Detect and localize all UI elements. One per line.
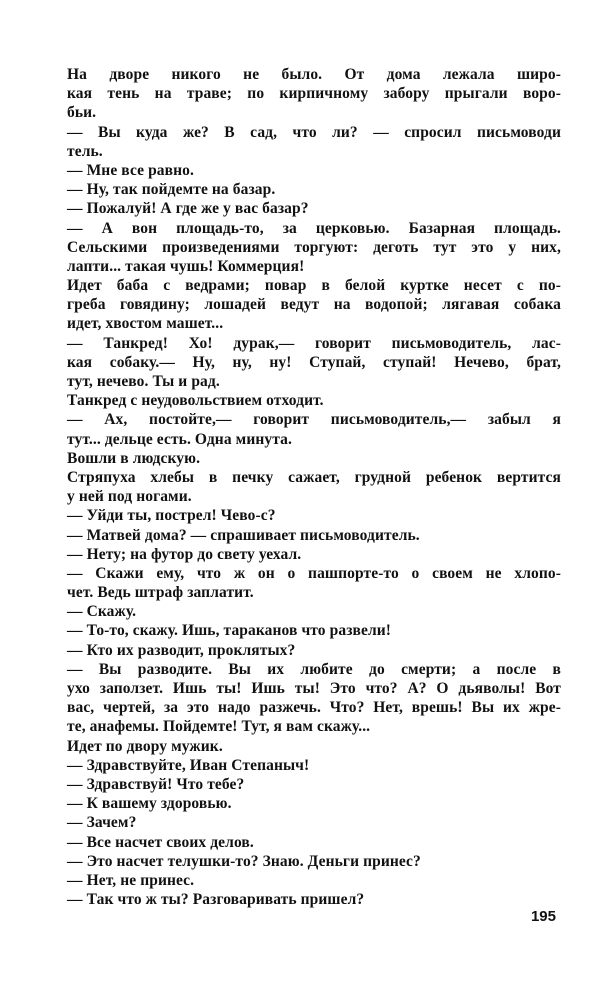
page-text xyxy=(67,65,561,909)
text-line: тель. xyxy=(67,142,103,160)
page-number: 195 xyxy=(530,908,556,925)
text-line: тут, нечево. Ты и рад. xyxy=(67,373,220,390)
text-line: кая тень на траве; по кирпичному забору прыгали воро- xyxy=(67,85,561,103)
text-line: — Ну, так пойдемте на базар. xyxy=(67,181,276,199)
text-line: — Ах, постойте,— говорит письмоводитель,— забыл я xyxy=(67,411,561,429)
text-line: — Все насчет своих делов. xyxy=(67,833,254,851)
text-line: — Кто их разводит, проклятых? xyxy=(67,641,296,659)
text-line: Танкред с неудовольствием отходит. xyxy=(67,392,324,410)
text-line: — Уйди ты, пострел! Чево-с? xyxy=(67,507,276,525)
text-line: — К вашему здоровью. xyxy=(67,795,232,813)
text-line: — Так что ж ты? Разговаривать пришел? xyxy=(67,891,365,909)
text-line: ухо заползет. Ишь ты! Ишь ты! Это что? А? О дьяволы! Вот xyxy=(67,680,561,697)
text-line: Идет баба с ведрами; повар в белой куртке несет с по- xyxy=(67,277,561,295)
text-line: Вошли в людскую. xyxy=(67,449,201,467)
text-line: кая собаку.— Ну, ну, ну! Ступай, ступай! Нечево, брат, xyxy=(67,353,561,371)
text-line: — Танкред! Хо! дурак,— говорит письмоводитель, лас- xyxy=(67,334,561,352)
text-line: — Скажи ему, что ж он о пашпорте-то о своем не хлопо- xyxy=(67,564,561,582)
text-line: На дворе никого не было. От дома лежала широ- xyxy=(67,66,561,83)
text-line: — То-то, скажу. Ишь, тараканов что развели! xyxy=(67,622,392,640)
text-line: бьи. xyxy=(67,104,97,122)
text-line: у ней под ногами. xyxy=(67,488,192,506)
text-line: — Нет, не принес. xyxy=(67,871,195,889)
text-line: — Зачем? xyxy=(67,814,137,832)
text-line: — Скажу. xyxy=(67,603,137,621)
text-line: вас, чертей, за это надо разжечь. Что? Нет, врешь! Вы их жре- xyxy=(67,699,561,717)
text-line: Сельскими произведениями торгуют: деготь тут это у них, xyxy=(67,238,561,256)
text-line: — А вон площадь-то, за церковью. Базарная площадь. xyxy=(67,219,561,237)
text-line: — Матвей дома? — спрашивает письмоводитель. xyxy=(67,526,420,544)
text-line: Стряпуха хлебы в печку сажает, грудной ребенок вертится xyxy=(67,468,561,486)
text-line: — Вы куда же? В сад, что ли? — спросил письмоводи xyxy=(67,123,561,141)
text-line: Идет по двору мужик. xyxy=(67,737,223,755)
text-line: — Это насчет телушки-то? Знаю. Деньги принес? xyxy=(67,852,421,870)
text-line: — Здравствуй! Что тебе? xyxy=(67,775,245,793)
text-line: те, анафемы. Пойдемте! Тут, я вам скажу... xyxy=(67,718,371,736)
text-line: идет, хвостом машет... xyxy=(67,315,224,333)
text-line: чет. Ведь штраф заплатит. xyxy=(67,584,254,602)
text-line: — Пожалуй! А где же у вас базар? xyxy=(67,200,309,218)
text-line: — Вы разводите. Вы их любите до смерти; а после в xyxy=(67,660,561,678)
text-line: — Здравствуйте, Иван Степаныч! xyxy=(67,756,310,774)
text-line: лапти... такая чушь! Коммерция! xyxy=(67,257,305,275)
text-line: — Мне все равно. xyxy=(67,161,194,179)
text-line: тут... дельце есть. Одна минута. xyxy=(67,430,292,448)
text-line: — Нету; на футор до свету уехал. xyxy=(67,545,302,563)
text-line: греба говядину; лошадей ведут на водопой; лягавая собака xyxy=(67,296,561,314)
